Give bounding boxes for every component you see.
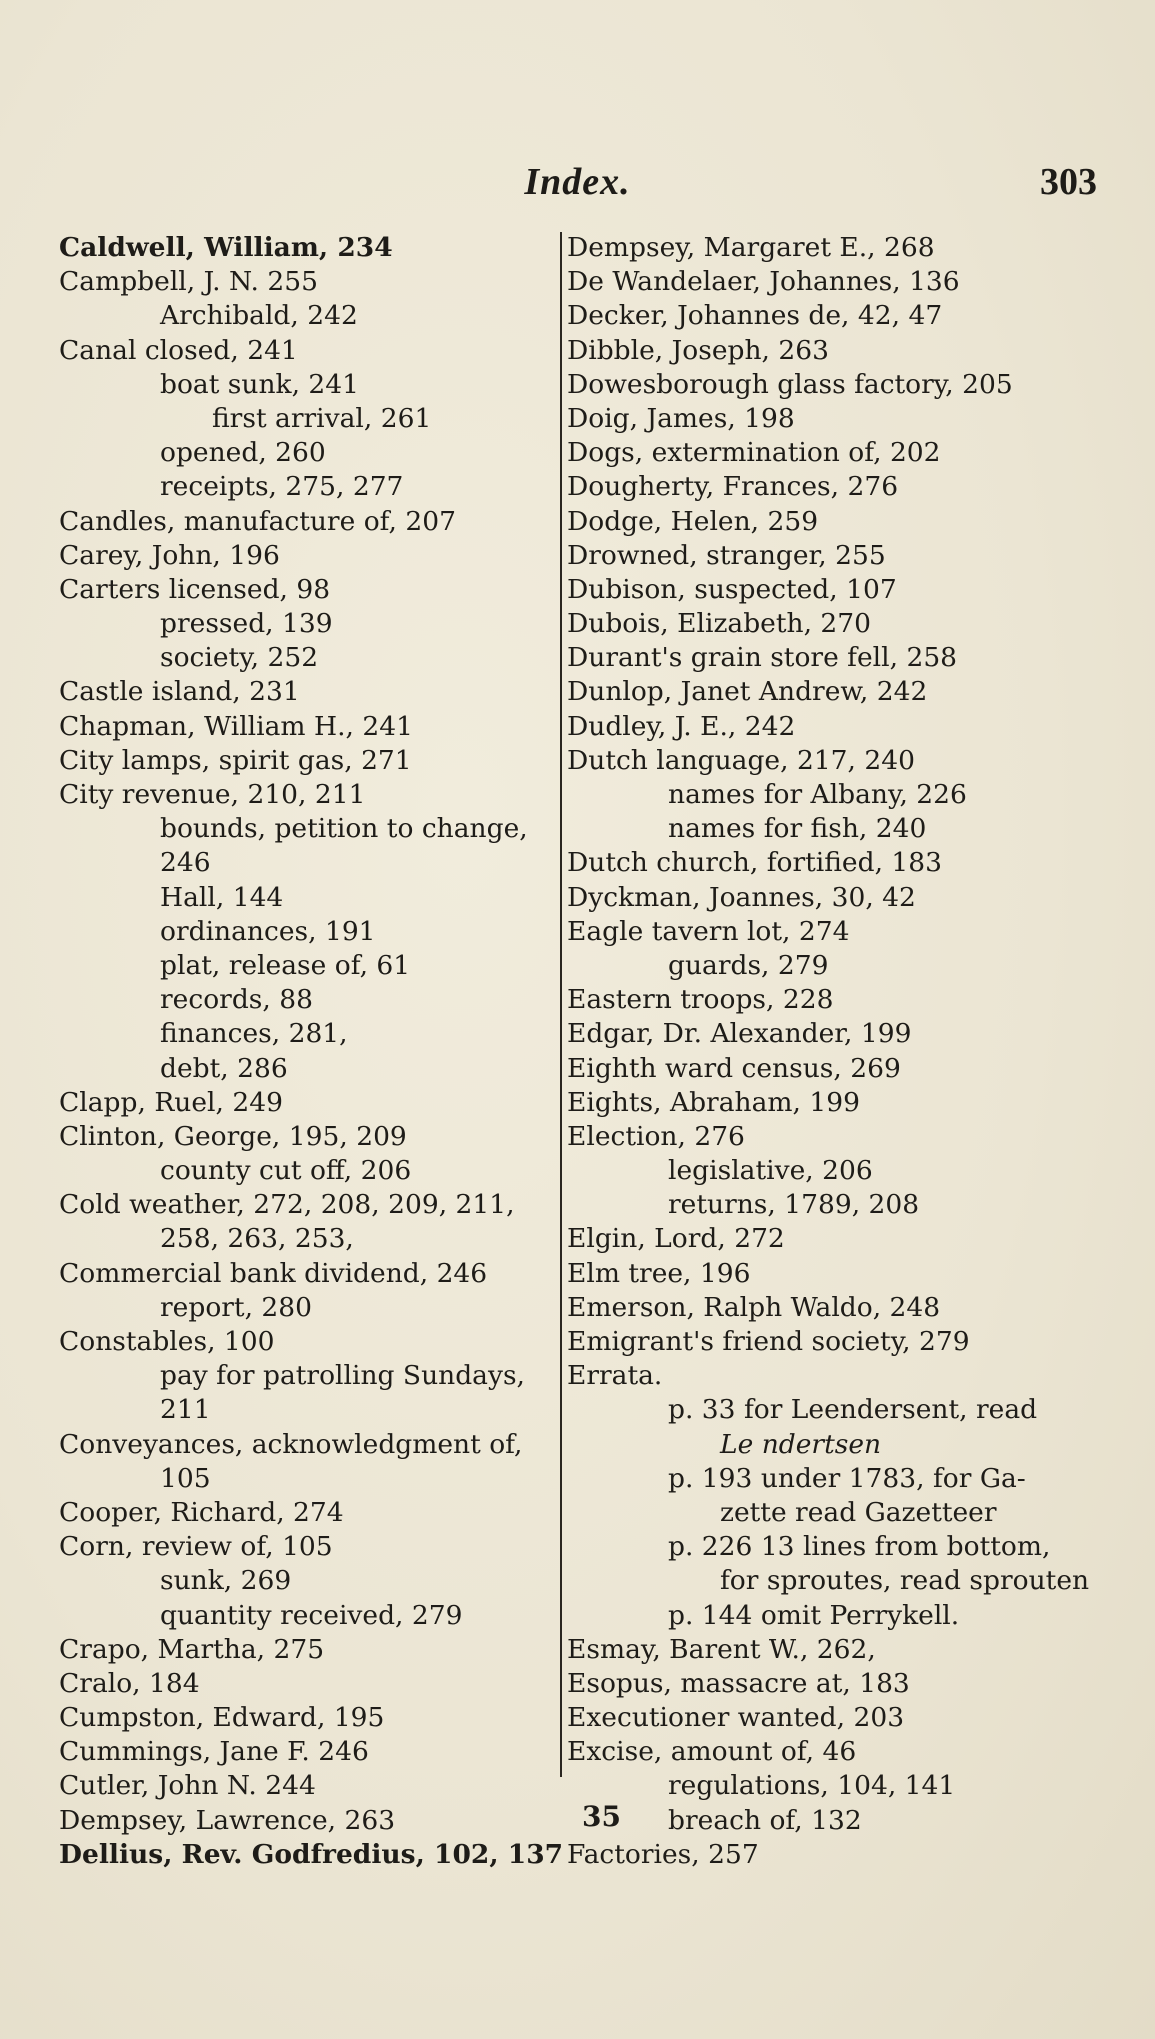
index-entry: Esopus, massacre at, 183: [567, 1667, 910, 1699]
index-entry: p. 226 13 lines from bottom,: [668, 1531, 1051, 1563]
index-entry: City revenue, 210, 211: [59, 779, 366, 810]
index-entry: Errata.: [567, 1360, 663, 1392]
index-entry: Caldwell, William, 234: [59, 232, 393, 263]
index-entry: breach of, 132: [668, 1804, 862, 1836]
index-entry: Castle island, 231: [59, 676, 300, 708]
index-entry: p. 193 under 1783, for Ga-: [668, 1462, 1026, 1494]
index-entry: De Wandelaer, Johannes, 136: [567, 266, 960, 298]
index-entry: Dubois, Elizabeth, 270: [567, 608, 871, 640]
index-entry: Emerson, Ralph Waldo, 248: [567, 1291, 941, 1323]
index-entry: Dodge, Helen, 259: [567, 505, 819, 537]
index-entry: Cummings, Jane F. 246: [59, 1736, 369, 1768]
index-entry: ordinances, 191: [160, 915, 376, 947]
index-entry: Eastern troops, 228: [567, 984, 834, 1016]
index-entry: 105: [160, 1462, 211, 1494]
index-entry: Dutch language, 217, 240: [567, 744, 915, 776]
index-entry: for sproutes, read sprouten: [720, 1565, 1090, 1597]
index-entry: City lamps, spirit gas, 271: [59, 744, 412, 776]
index-entry: Candles, manufacture of, 207: [59, 505, 456, 537]
index-entry: records, 88: [160, 984, 313, 1016]
page-number: 303: [1040, 161, 1097, 203]
index-entry: legislative, 206: [668, 1155, 873, 1187]
index-entry: plat, release of, 61: [160, 949, 411, 981]
index-entry: Eighth ward census, 269: [567, 1052, 901, 1084]
index-entry: Corn, review of, 105: [59, 1531, 333, 1563]
index-entry: returns, 1789, 208: [668, 1189, 920, 1221]
index-entry: Dudley, J. E., 242: [567, 710, 796, 742]
index-entry: Dempsey, Lawrence, 263: [59, 1804, 396, 1836]
index-entry: Durant's grain store fell, 258: [567, 642, 958, 674]
index-entry: boat sunk, 241: [160, 368, 360, 400]
index-entry: 258, 263, 253,: [160, 1223, 354, 1255]
index-entry: Dutch church, fortified, 183: [567, 847, 942, 879]
index-entry: Dunlop, Janet Andrew, 242: [567, 676, 928, 708]
index-entry: county cut off, 206: [160, 1155, 412, 1187]
index-entry: Dellius, Rev. Godfredius, 102, 137: [59, 1838, 564, 1870]
index-entry: report, 280: [160, 1291, 313, 1323]
signature-mark: 35: [582, 1800, 621, 1833]
index-entry: Carey, John, 196: [59, 539, 280, 571]
index-entry: names for Albany, 226: [668, 779, 967, 810]
index-entry: Decker, Johannes de, 42, 47: [567, 300, 943, 332]
index-entry: Dibble, Joseph, 263: [567, 334, 829, 366]
index-entry: Dowesborough glass factory, 205: [567, 368, 1013, 400]
index-entry: Hall, 144: [160, 881, 284, 913]
index-entry: Drowned, stranger, 255: [567, 539, 886, 571]
index-entry: opened, 260: [160, 437, 326, 469]
index-entry: Constables, 100: [59, 1326, 275, 1357]
index-entry: Dyckman, Joannes, 30, 42: [567, 881, 916, 913]
index-entry: Cold weather, 272, 208, 209, 211,: [59, 1189, 515, 1221]
index-entry: Dogs, extermination of, 202: [567, 437, 941, 469]
index-entry: receipts, 275, 277: [160, 471, 404, 503]
index-entry: Edgar, Dr. Alexander, 199: [567, 1018, 912, 1050]
index-entry: Eights, Abraham, 199: [567, 1086, 860, 1118]
index-column-right: [567, 231, 1090, 1872]
index-entry: Election, 276: [567, 1120, 745, 1152]
index-entry: Cralo, 184: [59, 1667, 200, 1699]
index-entry: Campbell, J. N. 255: [59, 266, 318, 298]
index-entry: Clinton, George, 195, 209: [59, 1120, 407, 1152]
index-entry: Esmay, Barent W., 262,: [567, 1633, 876, 1665]
index-entry: Canal closed, 241: [59, 334, 298, 366]
index-entry: 246: [160, 847, 211, 879]
index-entry: Le ndertsen: [720, 1428, 882, 1460]
index-entry: Elm tree, 196: [567, 1257, 751, 1289]
column-divider: [560, 232, 562, 1777]
index-entry: Executioner wanted, 203: [567, 1702, 905, 1734]
index-entry: first arrival, 261: [212, 402, 432, 434]
index-entry: Dempsey, Margaret E., 268: [567, 232, 935, 263]
index-entry: Dougherty, Frances, 276: [567, 471, 899, 503]
index-entry: finances, 281,: [160, 1018, 348, 1050]
index-entry: regulations, 104, 141: [668, 1770, 956, 1802]
index-entry: names for fish, 240: [668, 813, 927, 845]
index-entry: Dubison, suspected, 107: [567, 573, 897, 605]
index-entry: Elgin, Lord, 272: [567, 1223, 785, 1255]
index-entry: Archibald, 242: [160, 300, 358, 332]
index-entry: Cumpston, Edward, 195: [59, 1702, 385, 1734]
index-entry: Crapo, Martha, 275: [59, 1633, 325, 1665]
index-entry: zette read Gazetteer: [720, 1496, 997, 1528]
index-entry: sunk, 269: [160, 1565, 292, 1597]
index-entry: society, 252: [160, 642, 319, 674]
index-entry: Factories, 257: [567, 1838, 759, 1870]
index-entry: Carters licensed, 98: [59, 573, 331, 605]
index-entry: Doig, James, 198: [567, 402, 795, 434]
index-entry: p. 144 omit Perrykell.: [668, 1599, 960, 1631]
index-entry: p. 33 for Leendersent, read: [668, 1394, 1038, 1426]
index-entry: 211: [160, 1394, 211, 1426]
index-column-left: [59, 231, 564, 1872]
index-entry: pay for patrolling Sundays,: [160, 1360, 525, 1392]
index-entry: Cutler, John N. 244: [59, 1770, 316, 1802]
index-entry: Emigrant's friend society, 279: [567, 1326, 970, 1357]
index-entry: Conveyances, acknowledgment of,: [59, 1428, 523, 1460]
index-entry: Excise, amount of, 46: [567, 1736, 857, 1768]
index-entry: pressed, 139: [160, 608, 333, 640]
index-entry: Chapman, William H., 241: [59, 710, 413, 742]
index-entry: Commercial bank dividend, 246: [59, 1257, 488, 1289]
index-entry: Cooper, Richard, 274: [59, 1496, 344, 1528]
index-entry: quantity received, 279: [160, 1599, 463, 1631]
running-head-title: Index.: [524, 161, 631, 203]
index-entry: bounds, petition to change,: [160, 813, 528, 845]
index-entry: Eagle tavern lot, 274: [567, 915, 850, 947]
index-entry: guards, 279: [668, 949, 829, 981]
index-entry: Clapp, Ruel, 249: [59, 1086, 283, 1118]
index-entry: debt, 286: [160, 1052, 288, 1084]
